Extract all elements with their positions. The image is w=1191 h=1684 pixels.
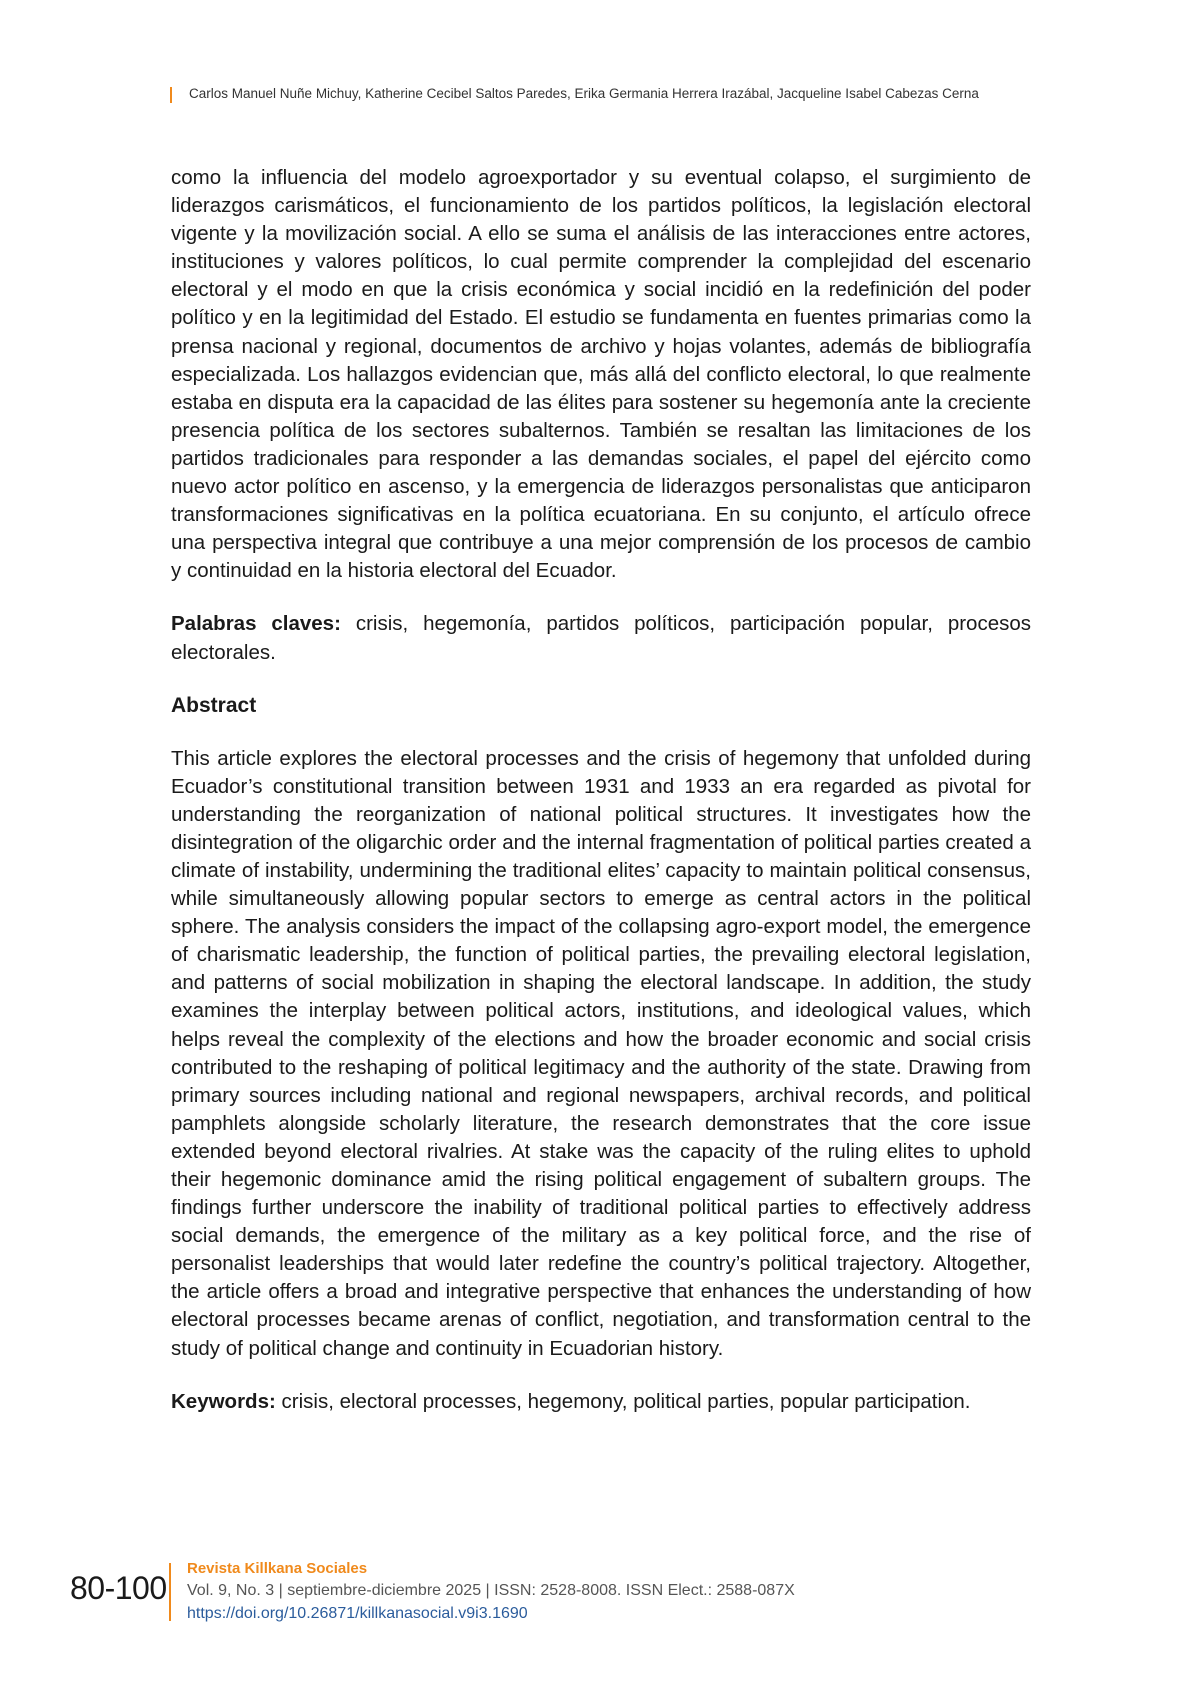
resumen-paragraph: como la influencia del modelo agroexportador y su eventual colapso, el surgimiento de liderazgos carismáticos, el funcionamiento de los partidos políticos, la legislación electoral vigente y la movilización social. A ello se suma el análisis de las interacciones entre actores, instituciones y valores políticos, lo cual permite comprender la complejidad del escenario electoral y el modo en que la crisis económica y social incidió en la redefinición del poder político y en la legitimidad del Estado. El estudio se fundamenta en fuentes primarias como la prensa nacional y regional, documentos de archivo y hojas volantes, además de bibliografía especializada. Los hallazgos evidencian que, más allá del conflicto electoral, lo que realmente estaba en disputa era la capacidad de las élites para sostener su hegemonía ante la creciente presencia política de los sectores subalternos. También se resaltan las limitaciones de los partidos tradicionales para responder a las demandas sociales, el papel del ejército como nuevo actor político en ascenso, y la emergencia de liderazgos personalistas que anticiparon transformaciones significativas en la política ecuatoriana. En su conjunto, el artículo ofrece una perspectiva integral que contribuye a una mejor comprensión de los procesos de cambio y continuidad en la historia electoral del Ecuador. xyxy=(171,166,1031,583)
doi-link[interactable]: https://doi.org/10.26871/killkanasocial.v9i3.1690 xyxy=(187,1605,528,1622)
footer-accent-bar xyxy=(169,1563,171,1621)
volume-info: Vol. 9, No. 3 | septiembre-diciembre 2025 | ISSN: 2528-8008. ISSN Elect.: 2588-087X xyxy=(187,1582,795,1599)
palabras-claves-text: crisis, hegemonía, partidos políticos, participación popular, procesos electorales. xyxy=(171,612,1032,664)
abstract-paragraph: This article explores the electoral processes and the crisis of hegemony that unfolded during Ecuador’s constitutional transition between 1931 and 1933 an era regarded as pivotal for understanding the reorganization of national political structures. It investigates how the disintegration of the oligarchic order and the internal fragmentation of political parties created a climate of instability, undermining the traditional elites’ capacity to maintain political consensus, while simultaneously allowing popular sectors to emerge as central actors in the political sphere. The analysis considers the impact of the collapsing agro-export model, the emergence of charismatic leadership, the function of political parties, the prevailing electoral legislation, and patterns of social mobilization in shaping the electoral landscape. In addition, the study examines the interplay between political actors, institutions, and ideological values, which helps reveal the complexity of the elections and how the broader economic and social crisis contributed to the reshaping of political legitimacy and the authority of the state. Drawing from primary sources including national and regional newspapers, archival records, and political pamphlets alongside scholarly literature, the research demonstrates that the core issue extended beyond electoral rivalries. At stake was the capacity of the ruling elites to uphold their hegemonic dominance amid the rising political engagement of subaltern groups. The findings further underscore the inability of traditional political parties to effectively address social demands, the emergence of the military as a key political force, and the rise of personalist leaderships that would later redefine the country’s political trajectory. Altogether, the article offers a broad and integrative perspective that enhances the understanding of how electoral processes became arenas of conflict, negotiation, and transformation central to the study of political change and continuity in Ecuadorian history. xyxy=(171,746,1031,1360)
header-authors: Carlos Manuel Nuñe Michuy, Katherine Cecibel Saltos Paredes, Erika Germania Herrera Irazábal, Jacqueline Isabel Cabezas Cerna xyxy=(189,86,979,101)
keywords xyxy=(171,1388,1031,1416)
main-content xyxy=(171,164,1031,1416)
keywords-label: Keywords: xyxy=(171,1389,276,1413)
abstract-heading: Abstract xyxy=(171,693,257,717)
keywords-text: crisis, electoral processes, hegemony, political parties, popular participation. xyxy=(281,1389,971,1413)
page-range: 80-100 xyxy=(70,1570,167,1606)
page-footer xyxy=(70,1548,1070,1628)
palabras-claves xyxy=(171,610,1031,666)
header-accent-bar xyxy=(170,87,172,103)
palabras-claves-label: Palabras claves: xyxy=(171,612,341,636)
journal-name: Revista Killkana Sociales xyxy=(187,1560,368,1577)
